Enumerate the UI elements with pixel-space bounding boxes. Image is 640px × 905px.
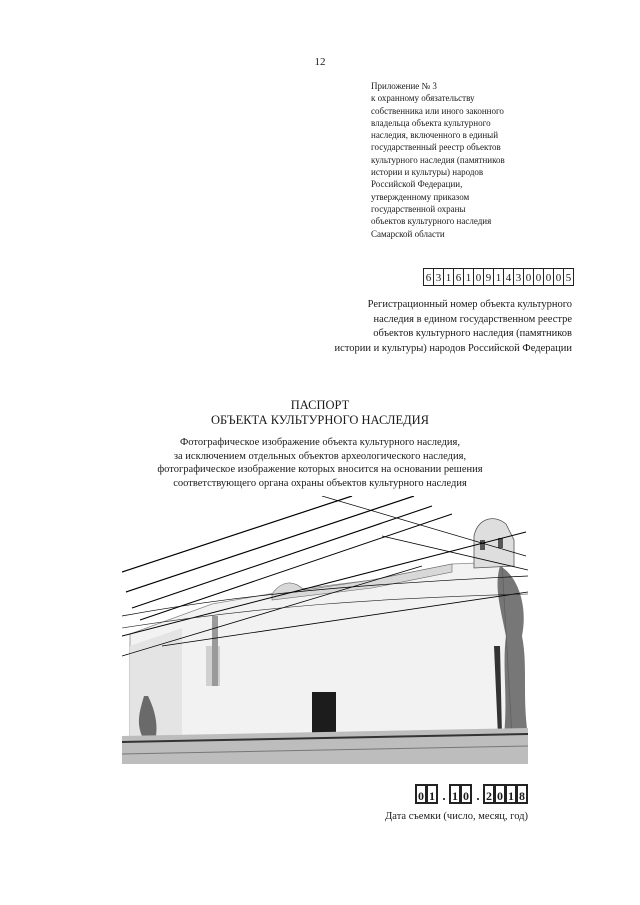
appendix-line: Российской Федерации,: [371, 179, 463, 190]
registration-digit: 9: [483, 268, 494, 286]
registration-caption: [335, 298, 572, 356]
registration-digit: 0: [533, 268, 544, 286]
appendix-line: к охранному обязательству: [371, 93, 475, 104]
date-year-digit: 8: [516, 784, 528, 804]
appendix-line: культурного наследия (памятников: [371, 154, 505, 165]
registration-digit: 0: [543, 268, 554, 286]
appendix-line: наследия, включенного в единый: [371, 130, 499, 141]
registration-digit: 1: [443, 268, 454, 286]
photo-caption: [0, 436, 640, 490]
appendix-line: Приложение № 3: [371, 81, 437, 91]
photo-caption-line: Фотографическое изображение объекта культурного наследия,: [180, 437, 460, 448]
appendix-line: государственный реестр объектов: [371, 142, 501, 153]
page-number: 12: [314, 56, 326, 68]
appendix-line: объектов культурного наследия: [371, 216, 492, 227]
registration-caption-line: наследия в едином государственном реестре: [373, 313, 572, 325]
registration-digit: 1: [493, 268, 504, 286]
appendix-note: [371, 80, 571, 240]
passport-heading: [0, 398, 640, 427]
registration-digit: 3: [433, 268, 444, 286]
registration-digit: 6: [453, 268, 464, 286]
registration-digit: 0: [523, 268, 534, 286]
shooting-date-caption: Дата съемки (число, месяц, год): [385, 811, 528, 822]
registration-digit: 1: [463, 268, 474, 286]
appendix-line: утвержденному приказом: [371, 191, 470, 202]
registration-number-boxes: [424, 268, 574, 286]
appendix-line: государственной охраны: [371, 203, 466, 214]
date-month-digit: 0: [460, 784, 472, 804]
building-photo: [122, 496, 528, 764]
date-day-digit: 1: [426, 784, 438, 804]
date-year-digit: 2: [483, 784, 495, 804]
appendix-line: Самарской области: [371, 228, 445, 239]
date-month-digit: 1: [449, 784, 461, 804]
registration-digit: 0: [473, 268, 484, 286]
photo-caption-line: за исключением отдельных объектов археологического наследия,: [173, 450, 467, 462]
passport-subtitle: ОБЪЕКТА КУЛЬТУРНОГО НАСЛЕДИЯ: [211, 412, 429, 427]
registration-digit: 4: [503, 268, 514, 286]
photo-caption-line: соответствующего органа охраны объектов культурного наследия: [173, 477, 467, 489]
appendix-line: собственника или иного законного: [371, 105, 504, 116]
appendix-line: владельца объекта культурного: [371, 117, 491, 128]
shooting-date-boxes: [416, 784, 528, 804]
appendix-line: истории и культуры) народов: [371, 167, 484, 178]
registration-digit: 3: [513, 268, 524, 286]
registration-caption-line: Регистрационный номер объекта культурного: [367, 299, 572, 310]
registration-digit: 0: [553, 268, 564, 286]
date-day-digit: 0: [415, 784, 427, 804]
photo-caption-line: фотографическое изображение которых вносится на основании решения: [157, 464, 483, 475]
registration-caption-line: объектов культурного наследия (памятников: [373, 328, 572, 339]
date-separator: .: [476, 788, 480, 803]
registration-caption-line: истории и культуры) народов Российской Федерации: [334, 342, 572, 354]
date-year-digit: 1: [505, 784, 517, 804]
passport-title: ПАСПОРТ: [290, 398, 350, 412]
registration-digit: 5: [563, 268, 574, 286]
registration-digit: 6: [423, 268, 434, 286]
date-year-digit: 0: [494, 784, 506, 804]
date-separator: .: [442, 788, 446, 803]
